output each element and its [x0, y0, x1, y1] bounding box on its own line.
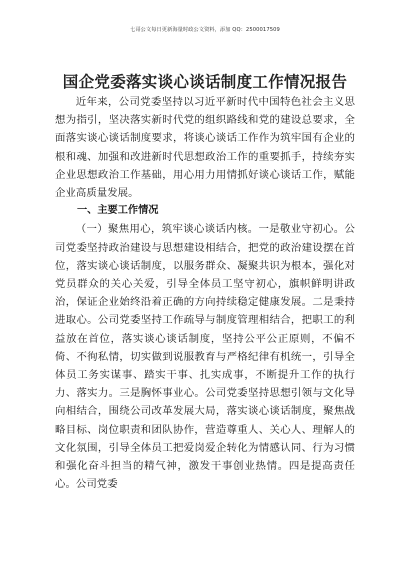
- section-heading: 一、主要工作情况: [77, 205, 159, 217]
- section-paragraph: （一）聚焦用心，筑牢谈心谈话内核。一是敬业守初心。公司党委坚持政治建设与思想建设相结合，把党的政治建设摆在首位，落实谈心谈话制度，以服务群众、凝聚共识为根本，强化对党员群众的关心关爱，引导全体员工坚守初心，旗帜鲜明讲政治，保证企业始终沿着正确的方向持续稳定健康发展。二是秉持进取心。公司党委坚持工作疏导与制度管理相结合，把职工的利益放在首位，落实谈心谈话制度，坚持公平公正原则，不偏不倚、不徇私情，切实做到说服教育与严格纪律有机统一，引导全体员工务实谋事、踏实干事、扎实成事，不断提升工作的执行力、落实力。三是胸怀事业心。公司党委坚持思想引领与文化导向相结合，围绕公司改革发展大局，落实谈心谈话制度，聚焦战略目标、岗位职责和团队协作，营造尊重人、关心人、理解人的文化氛围，引导全体员工把爱岗爱企转化为情感认同、行为习惯和强化奋斗担当的精气神，激发干事创业热情。四是提高责任心。公司党委: [55, 223, 355, 491]
- header-note: 七哥公文每日更新海量时政公文资料，添加 QQ：2500017509: [130, 27, 280, 33]
- intro-paragraph: 近年来，公司党委坚持以习近平新时代中国特色社会主义思想为指引，坚决落实新时代党的组织路线和党的建设总要求，全面落实谈心谈话制度要求，将谈心谈话工作作为筑牢国有企业的根和魂、加强和改进新时代思想政治工作的重要抓手，持续夯实企业思想政治工作基础，用心用力用情抓好谈心谈话工作，赋能企业高质量发展。: [55, 96, 355, 200]
- document-body: [55, 93, 355, 493]
- document-title: 国企党委落实谈心谈话制度工作情况报告: [62, 72, 348, 91]
